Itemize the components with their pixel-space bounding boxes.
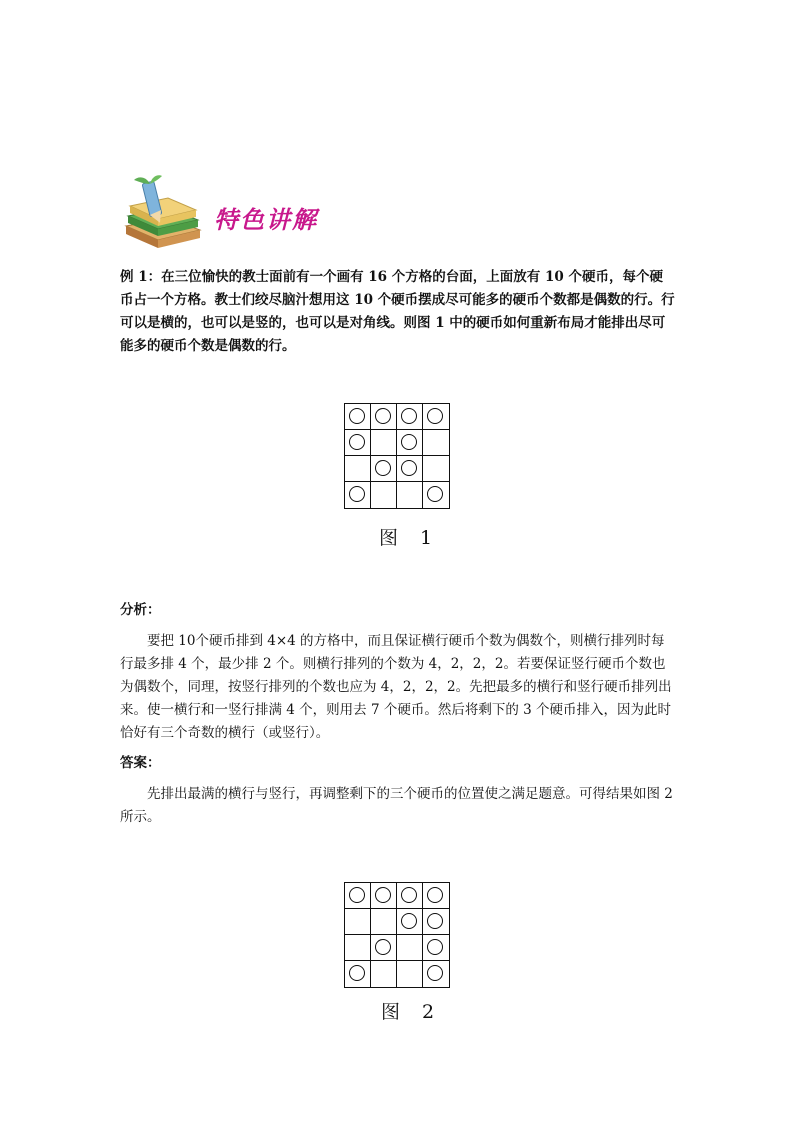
answer-text: 先排出最满的横行与竖行，再调整剩下的三个硬币的位置使之满足题意。可得结果如图 2 所示。: [120, 786, 673, 825]
coin-icon: [401, 887, 417, 903]
grid-cell: [397, 883, 423, 909]
grid-cell: [371, 935, 397, 961]
grid-cell: [371, 456, 397, 482]
coin-icon: [427, 887, 443, 903]
grid-cell: [423, 482, 449, 508]
grid-cell: [397, 430, 423, 456]
answer-heading: 答案：: [120, 755, 161, 771]
books-pencil-icon: [120, 174, 204, 254]
grid-cell: [397, 961, 423, 987]
coin-icon: [427, 408, 443, 424]
grid-cell: [423, 404, 449, 430]
coin-icon: [427, 913, 443, 929]
grid-cell: [371, 404, 397, 430]
coin-icon: [349, 486, 365, 502]
coin-icon: [349, 887, 365, 903]
grid-cell: [345, 935, 371, 961]
grid-cell: [423, 909, 449, 935]
coin-icon: [349, 434, 365, 450]
analysis-text: 要把 10个硬币排到 4×4 的方格中，而且保证横行硬币个数为偶数个，则横行排列时每行最多排 4 个，最少排 2 个。则横行排列的个数为 4，2，2，2。若要保证竖行硬币个数也为偶数个，同理，按竖行排列的个数也应为 4，2，2，2。先把最多的横行和竖行硬币排列出来。使一横行和一竖行排满 4 个，则用去 7 个硬币。然后将剩下的 3 个硬币排入，因为此时恰好有三个奇数的横行（或竖行）。: [120, 633, 672, 741]
figure-2-grid: [344, 882, 450, 988]
figure-2-caption: 图 2: [381, 1001, 443, 1023]
grid-cell: [371, 883, 397, 909]
grid-cell: [371, 909, 397, 935]
grid-cell: [345, 482, 371, 508]
coin-icon: [375, 460, 391, 476]
coin-icon: [401, 434, 417, 450]
coin-icon: [349, 965, 365, 981]
grid-cell: [345, 883, 371, 909]
grid-cell: [345, 404, 371, 430]
grid-cell: [423, 456, 449, 482]
coin-icon: [375, 408, 391, 424]
coin-icon: [427, 965, 443, 981]
grid-cell: [345, 909, 371, 935]
analysis-heading: 分析：: [120, 602, 161, 618]
grid-cell: [397, 909, 423, 935]
grid-cell: [423, 883, 449, 909]
grid-cell: [371, 961, 397, 987]
coin-icon: [375, 939, 391, 955]
section-title: 特色讲解: [214, 206, 318, 234]
problem-text: 例 1：在三位愉快的教士面前有一个画有 16 个方格的台面，上面放有 10 个硬币，每个硬币占一个方格。教士们绞尽脑汁想用这 10 个硬币摆成尽可能多的硬币个数都是偶数的行。行可以是横的，也可以是竖的，也可以是对角线。则图 1 中的硬币如何重新布局才能排出尽可能多的硬币个数是偶数的行。: [120, 269, 675, 354]
grid-cell: [345, 961, 371, 987]
grid-cell: [345, 456, 371, 482]
grid-cell: [371, 482, 397, 508]
grid-cell: [371, 430, 397, 456]
grid-cell: [423, 935, 449, 961]
coin-icon: [401, 460, 417, 476]
grid-cell: [345, 430, 371, 456]
grid-cell: [397, 482, 423, 508]
coin-icon: [401, 408, 417, 424]
coin-icon: [349, 408, 365, 424]
figure-1-grid: [344, 403, 450, 509]
grid-cell: [397, 404, 423, 430]
coin-icon: [427, 939, 443, 955]
coin-icon: [401, 913, 417, 929]
grid-cell: [423, 430, 449, 456]
figure-1-caption: 图 1: [379, 527, 441, 549]
coin-icon: [375, 887, 391, 903]
coin-icon: [427, 486, 443, 502]
grid-cell: [397, 935, 423, 961]
grid-cell: [423, 961, 449, 987]
grid-cell: [397, 456, 423, 482]
